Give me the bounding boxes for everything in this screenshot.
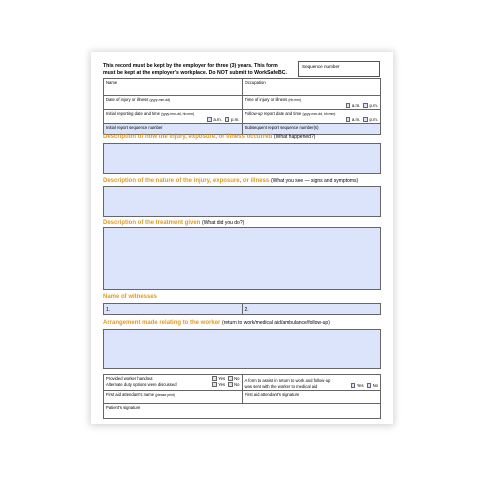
- injury-description-input[interactable]: [103, 143, 381, 174]
- attendant-signature-field[interactable]: First aid attendant's signature: [242, 391, 381, 403]
- rtw-yes-checkbox[interactable]: [351, 383, 356, 388]
- attendant-name-field[interactable]: First aid attendant's name (please print): [106, 392, 176, 397]
- followup-report-field[interactable]: Follow-up report date and time (yyyy-mm-dd, hh:mm) a.m. p.m.: [242, 110, 381, 123]
- initial-report-am-checkbox[interactable]: [207, 117, 212, 122]
- form-page: [91, 52, 393, 424]
- nature-description-heading: Description of the nature of the injury, exposure, or illness (What you see — signs and symptoms): [103, 178, 359, 184]
- nature-description-input[interactable]: [103, 186, 381, 217]
- followup-report-am-checkbox[interactable]: [346, 117, 351, 122]
- patient-signature-field[interactable]: Patient's signature: [106, 405, 141, 410]
- alt-duty-yes-checkbox[interactable]: [212, 382, 217, 387]
- subsequent-sequence-field[interactable]: Subsequent report sequence number(s): [242, 124, 381, 134]
- treatment-input[interactable]: [103, 227, 381, 290]
- initial-report-field[interactable]: Initial reporting date and time (yyyy-mm-dd, hh:mm) a.m. p.m.: [106, 111, 240, 122]
- arrangement-heading: Arrangement made relating to the worker (return to work/medical aid/ambulance/follow-up): [103, 320, 330, 326]
- rtw-no-checkbox[interactable]: [367, 383, 372, 388]
- time-injury-pm-checkbox[interactable]: [363, 103, 368, 108]
- handout-no-checkbox[interactable]: [228, 376, 233, 381]
- followup-report-pm-checkbox[interactable]: [363, 117, 368, 122]
- witnesses-heading: Name of witnesses: [103, 294, 158, 300]
- worker-handout-label: Provided worker handout: [106, 376, 153, 381]
- attendant-grid: Provided worker handout Alternate duty options were discussed Yes No Yes No A form to assist in return to work and follow-up was sent with the worker to medical aid Yes No First aid attendant's name (please print) First aid attendant's signature Patient's signature: [103, 374, 381, 419]
- handout-yes-checkbox[interactable]: [212, 376, 217, 381]
- arrangement-input[interactable]: [103, 329, 381, 369]
- rtw-form-label: A form to assist in return to work and follow-up: [244, 378, 331, 383]
- date-of-injury-field[interactable]: Date of injury or illness (yyyy-mm-dd): [106, 97, 171, 102]
- initial-report-pm-checkbox[interactable]: [225, 117, 230, 122]
- witnesses-row: [103, 303, 381, 315]
- initial-sequence-field[interactable]: Initial report sequence number: [104, 124, 242, 134]
- worker-info-grid: [103, 78, 381, 135]
- retention-notice: This record must be kept by the employer for three (3) years. This form must be kept at the employer's workplace. Do NOT submit to WorkSafeBC.: [103, 63, 287, 76]
- name-field[interactable]: Name: [106, 80, 118, 85]
- occupation-field[interactable]: Occupation: [242, 79, 381, 95]
- alternate-duty-label: Alternate duty options were discussed: [106, 381, 177, 387]
- sequence-number-field[interactable]: Sequence number: [298, 61, 380, 77]
- alt-duty-no-checkbox[interactable]: [228, 382, 233, 387]
- injury-description-heading: Description of how the injury, exposure, or illness occurred (What happened?): [103, 134, 316, 140]
- time-of-injury-field[interactable]: Time of injury or illness (hh:mm) a.m. p.m.: [242, 96, 381, 109]
- witness-1-input[interactable]: 1.: [104, 304, 242, 314]
- witness-2-input[interactable]: 2.: [242, 304, 381, 314]
- treatment-heading: Description of the treatment given (What did you do?): [103, 220, 245, 226]
- time-injury-am-checkbox[interactable]: [346, 103, 351, 108]
